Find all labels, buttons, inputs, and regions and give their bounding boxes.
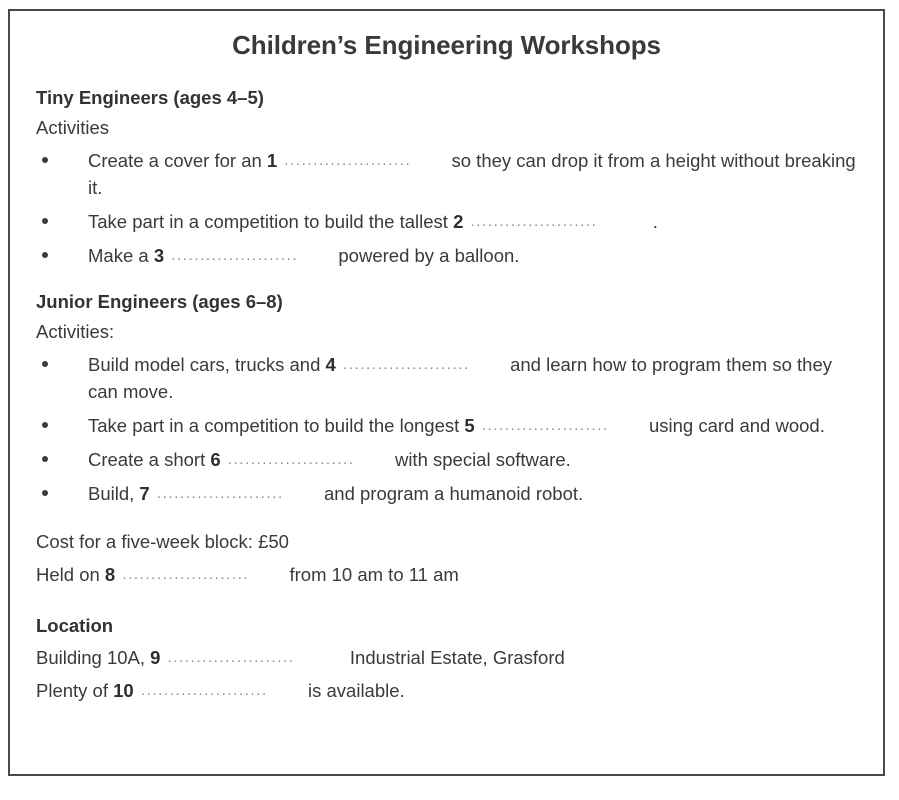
activity-list-tiny: [36, 147, 857, 269]
activity-list-junior: [36, 351, 857, 507]
bullet-text-after: and learn how to program them so they can move.: [88, 353, 832, 402]
list-item: [36, 412, 857, 439]
bullet-icon: [42, 157, 48, 163]
list-item: [36, 147, 857, 201]
parking-text-before: Plenty of: [36, 679, 108, 701]
bullet-text-after: powered by a balloon.: [338, 245, 520, 267]
spacer: [36, 514, 857, 528]
blank-number: 5: [464, 414, 475, 436]
blank-number: 8: [104, 563, 116, 585]
address-text-after: Industrial Estate, Grasford: [349, 646, 565, 668]
list-item: [36, 208, 857, 235]
page-title: Children’s Engineering Workshops: [232, 30, 661, 60]
blank-number: 7: [139, 482, 150, 504]
answer-blank-3[interactable]: [171, 247, 331, 262]
list-item: [36, 242, 857, 269]
bullet-icon: [42, 252, 48, 258]
bullet-icon: [42, 422, 48, 428]
address-line: [36, 644, 857, 671]
list-item: [36, 351, 857, 405]
document-frame: [8, 9, 885, 776]
activities-label-tiny: Activities: [36, 117, 109, 139]
schedule-line: [36, 561, 857, 588]
spacer: [36, 276, 857, 290]
answer-blank-8[interactable]: [122, 566, 282, 581]
answer-blank-1[interactable]: [284, 152, 444, 167]
bullet-text-before: Create a cover for an: [88, 150, 262, 172]
blank-number: 10: [113, 679, 134, 701]
schedule-text-after: from 10 am to 11 am: [289, 563, 459, 585]
bullet-text-before: Take part in a competition to build the tallest: [88, 211, 448, 233]
list-item: [36, 480, 857, 507]
bullet-text-after: .: [652, 211, 658, 233]
section-heading-location: Location: [36, 614, 114, 636]
bullet-icon: [42, 361, 48, 367]
blank-number: 1: [266, 150, 278, 172]
blank-number: 2: [453, 211, 464, 233]
bullet-text-before: Make a: [88, 245, 149, 267]
bullet-text-after: with special software.: [394, 448, 571, 470]
answer-blank-9[interactable]: [168, 649, 328, 664]
parking-line: [36, 677, 857, 704]
bullet-text-after: using card and wood.: [648, 414, 825, 436]
section-heading-junior-engineers: Junior Engineers (ages 6–8): [36, 291, 283, 313]
answer-blank-4[interactable]: [343, 356, 503, 371]
blank-number: 4: [325, 353, 336, 375]
parking-text-after: is available.: [308, 679, 405, 701]
schedule-text-before: Held on: [36, 563, 100, 585]
blank-number: 9: [150, 646, 161, 668]
bullet-icon: [42, 490, 48, 496]
bullet-text-after: and program a humanoid robot.: [324, 482, 584, 504]
answer-blank-6[interactable]: [228, 451, 388, 466]
bullet-text-before: Create a short: [88, 448, 206, 470]
bullet-text-before: Take part in a competition to build the longest: [88, 414, 460, 436]
spacer: [36, 594, 857, 614]
answer-blank-7[interactable]: [157, 485, 317, 500]
bullet-icon: [42, 456, 48, 462]
section-heading-tiny-engineers: Tiny Engineers (ages 4–5): [36, 87, 264, 109]
answer-blank-10[interactable]: [141, 682, 301, 697]
address-text-before: Building 10A,: [36, 646, 146, 668]
bullet-text-before: Build,: [88, 482, 135, 504]
list-item: [36, 446, 857, 473]
document-body: [10, 11, 883, 704]
blank-number: 3: [153, 245, 165, 267]
cost-line: Cost for a five-week block: £50: [36, 530, 289, 552]
blank-number: 6: [210, 448, 221, 470]
answer-blank-5[interactable]: [482, 417, 642, 432]
activities-label-junior: Activities:: [36, 321, 115, 343]
answer-blank-2[interactable]: [471, 213, 631, 228]
bullet-icon: [42, 218, 48, 224]
bullet-text-after: so they can drop it from a height without breaking it.: [88, 150, 856, 199]
bullet-text-before: Build model cars, trucks and: [88, 353, 321, 375]
